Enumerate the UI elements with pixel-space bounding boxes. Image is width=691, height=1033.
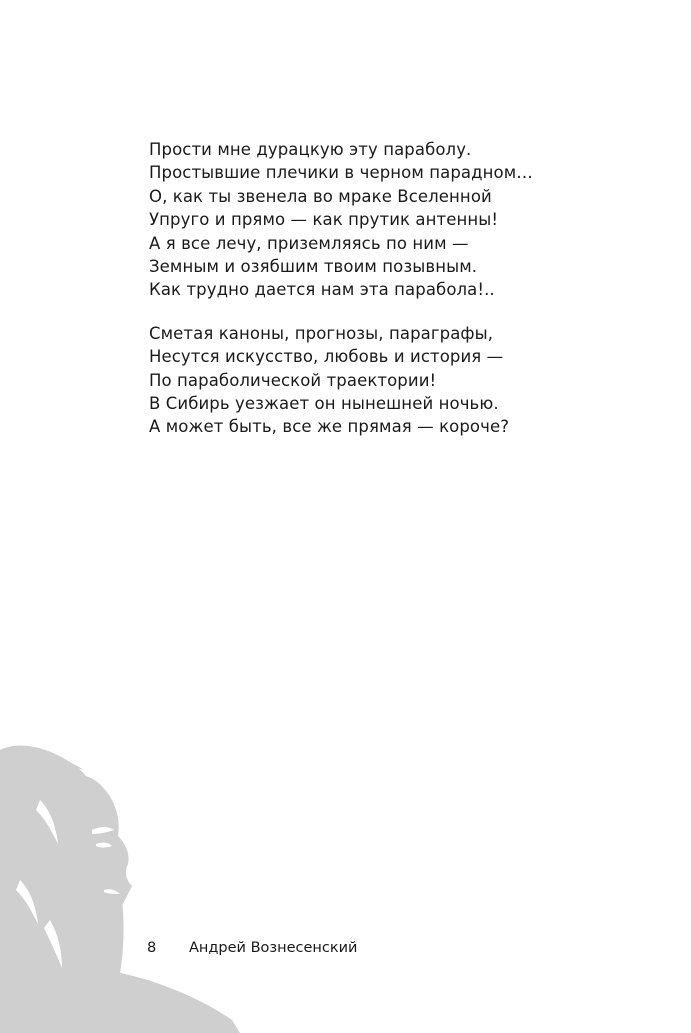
author-name: Андрей Вознесенский	[189, 940, 358, 956]
portrait-illustration	[0, 740, 240, 1033]
poem-line: Прости мне дурацкую эту параболу.	[149, 140, 472, 159]
page-footer	[147, 938, 357, 958]
stanza-2	[149, 322, 649, 439]
poem-line: О, как ты звенела во мраке Вселенной	[149, 186, 492, 206]
poem-line: А может быть, все же прямая — короче?	[149, 417, 510, 437]
poem-line: Несутся искусство, любовь и история —	[149, 347, 504, 367]
poem-line: Упруго и прямо — как прутик антенны!	[149, 210, 499, 230]
poem-line: Земным и озябшим твоим позывным.	[149, 257, 478, 277]
poem-line: По параболической траектории!	[149, 370, 437, 390]
poem-line: В Сибирь уезжает он нынешней ночью.	[149, 394, 499, 414]
poem-line: Как трудно дается нам эта парабола!..	[149, 280, 495, 300]
stanza-1	[149, 138, 649, 302]
poem-line: Сметая каноны, прогнозы, параграфы,	[149, 323, 494, 343]
poem-text	[149, 138, 649, 459]
poem-line: Простывшие плечики в черном парадном…	[149, 163, 533, 183]
page-number: 8	[147, 940, 157, 956]
poem-line: А я все лечу, приземляясь по ним —	[149, 233, 469, 253]
